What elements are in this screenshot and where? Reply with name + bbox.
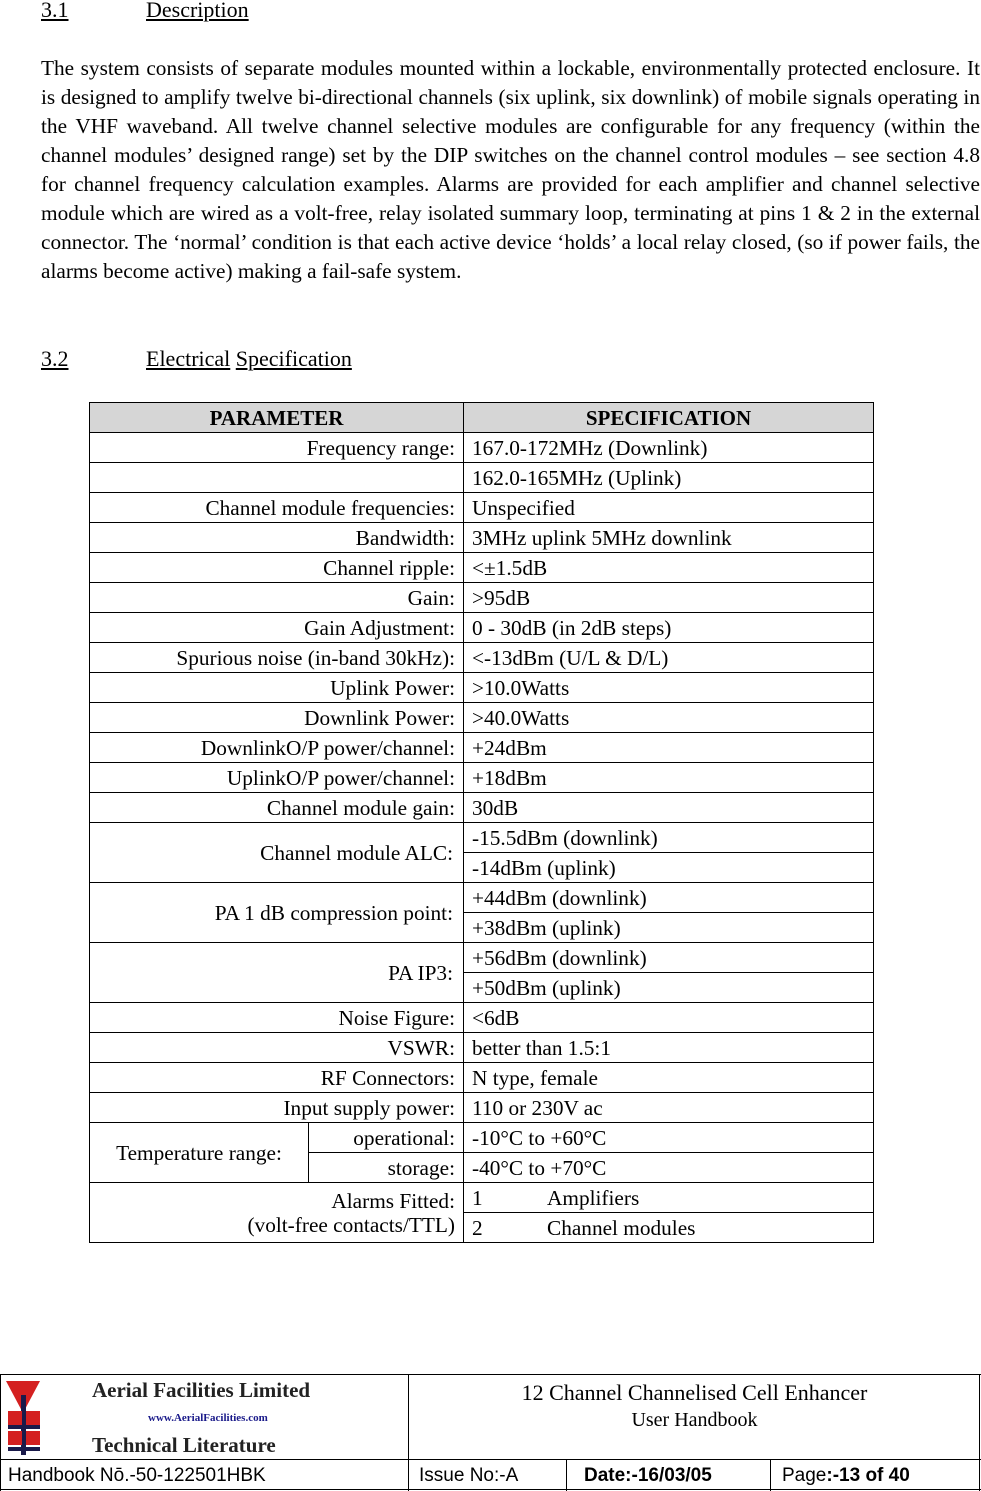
param-cell bbox=[90, 1183, 464, 1243]
spec-cell: +50dBm (uplink) bbox=[464, 973, 874, 1003]
param-cell: Channel module frequencies: bbox=[90, 493, 464, 523]
table-row bbox=[90, 1003, 874, 1033]
spec-cell: +24dBm bbox=[464, 733, 874, 763]
table-row bbox=[90, 1123, 874, 1153]
param-cell: PA 1 dB compression point: bbox=[90, 883, 464, 943]
param-cell: Frequency range: bbox=[90, 433, 464, 463]
table-row bbox=[90, 883, 874, 913]
param-cell: Bandwidth: bbox=[90, 523, 464, 553]
param-cell: PA IP3: bbox=[90, 943, 464, 1003]
param-cell: Gain Adjustment: bbox=[90, 613, 464, 643]
table-row bbox=[90, 943, 874, 973]
table-row bbox=[90, 733, 874, 763]
table-row bbox=[90, 1093, 874, 1123]
table-row bbox=[90, 493, 874, 523]
spec-cell: >40.0Watts bbox=[464, 703, 874, 733]
spec-cell: -40°C to +70°C bbox=[464, 1153, 874, 1183]
table-row bbox=[90, 703, 874, 733]
company-logo bbox=[0, 1375, 408, 1459]
param-subcell: storage: bbox=[309, 1153, 464, 1183]
issue-number: Issue No:-A bbox=[419, 1465, 519, 1486]
table-row bbox=[90, 583, 874, 613]
spec-cell: 0 - 30dB (in 2dB steps) bbox=[464, 613, 874, 643]
param-cell: DownlinkO/P power/channel: bbox=[90, 733, 464, 763]
section-title: Electrical Specification bbox=[146, 346, 352, 371]
spec-cell: <6dB bbox=[464, 1003, 874, 1033]
table-header-row bbox=[90, 403, 874, 433]
spec-cell: <-13dBm (U/L & D/L) bbox=[464, 643, 874, 673]
table-row bbox=[90, 523, 874, 553]
table-row bbox=[90, 823, 874, 853]
spec-cell: Unspecified bbox=[464, 493, 874, 523]
table-row bbox=[90, 1033, 874, 1063]
spec-cell: -10°C to +60°C bbox=[464, 1123, 874, 1153]
spec-cell: >10.0Watts bbox=[464, 673, 874, 703]
param-cell: Noise Figure: bbox=[90, 1003, 464, 1033]
electrical-spec-table bbox=[89, 402, 874, 1243]
spec-cell: <±1.5dB bbox=[464, 553, 874, 583]
table-row bbox=[90, 433, 874, 463]
param-cell: Input supply power: bbox=[90, 1093, 464, 1123]
param-cell: Channel ripple: bbox=[90, 553, 464, 583]
param-cell: UplinkO/P power/channel: bbox=[90, 763, 464, 793]
param-cell bbox=[90, 463, 464, 493]
table-row bbox=[90, 1183, 874, 1213]
param-cell: Gain: bbox=[90, 583, 464, 613]
spec-cell: +56dBm (downlink) bbox=[464, 943, 874, 973]
spec-cell: -14dBm (uplink) bbox=[464, 853, 874, 883]
description-paragraph: The system consists of separate modules mounted within a lockable, environmentally protected enclosure. It is designed to amplify twelve bi-directional channels (six uplink, six downlink) of mobile signals operating in the VHF waveband. All twelve channel selective modules are configurable for any frequency (within the channel modules’ designed range) set by the DIP switches on the channel control modules – see section 4.8 for channel frequency calculation examples. Alarms are provided for each amplifier and channel selective module which are wired as a volt-free, relay isolated summary loop, terminating at pins 1 & 2 in the external connector. The ‘normal’ condition is that each active device ‘holds’ a local relay closed, (so if power fails, the alarms become active) making a fail-safe system. bbox=[41, 56, 980, 283]
param-cell: Channel module ALC: bbox=[90, 823, 464, 883]
issue-date: Date:-16/03/05 bbox=[584, 1465, 712, 1486]
page-footer bbox=[0, 1374, 981, 1490]
spec-cell: 1 Amplifiers bbox=[464, 1183, 874, 1213]
section-number: 3.1 bbox=[41, 0, 69, 22]
param-cell: Uplink Power: bbox=[90, 673, 464, 703]
spec-cell: +44dBm (downlink) bbox=[464, 883, 874, 913]
document-title-block bbox=[408, 1375, 981, 1432]
spec-cell: -15.5dBm (downlink) bbox=[464, 823, 874, 853]
handbook-number: Handbook Nō.-50-122501HBK bbox=[8, 1465, 266, 1486]
logo-url: www.AerialFacilities.com bbox=[148, 1412, 268, 1424]
spec-cell: 30dB bbox=[464, 793, 874, 823]
spec-cell: +18dBm bbox=[464, 763, 874, 793]
table-row bbox=[90, 793, 874, 823]
logo-subtitle: Technical Literature bbox=[92, 1433, 276, 1457]
param-cell: Channel module gain: bbox=[90, 793, 464, 823]
spec-cell: +38dBm (uplink) bbox=[464, 913, 874, 943]
document-subtitle: User Handbook bbox=[631, 1409, 758, 1431]
logo-company-name: Aerial Facilities Limited bbox=[92, 1378, 311, 1402]
table-row bbox=[90, 673, 874, 703]
table-row bbox=[90, 1063, 874, 1093]
param-cell: RF Connectors: bbox=[90, 1063, 464, 1093]
param-cell: VSWR: bbox=[90, 1033, 464, 1063]
spec-cell: 167.0-172MHz (Downlink) bbox=[464, 433, 874, 463]
table-row bbox=[90, 613, 874, 643]
alarm-label: Alarms Fitted: bbox=[331, 1188, 455, 1213]
table-row bbox=[90, 643, 874, 673]
spec-cell: 162.0-165MHz (Uplink) bbox=[464, 463, 874, 493]
spec-cell: 2 Channel modules bbox=[464, 1213, 874, 1243]
header-parameter: PARAMETER bbox=[90, 403, 464, 433]
table-row bbox=[90, 463, 874, 493]
section-number: 3.2 bbox=[41, 346, 69, 371]
spec-cell: better than 1.5:1 bbox=[464, 1033, 874, 1063]
param-cell: Temperature range: bbox=[90, 1123, 309, 1183]
param-cell: Downlink Power: bbox=[90, 703, 464, 733]
table-row bbox=[90, 553, 874, 583]
page-number: Page:-13 of 40 bbox=[782, 1465, 910, 1486]
spec-cell: 3MHz uplink 5MHz downlink bbox=[464, 523, 874, 553]
table-row bbox=[90, 763, 874, 793]
spec-cell: >95dB bbox=[464, 583, 874, 613]
param-subcell: operational: bbox=[309, 1123, 464, 1153]
document-title: 12 Channel Channelised Cell Enhancer bbox=[521, 1380, 868, 1405]
afl-logo-icon bbox=[0, 1375, 408, 1459]
spec-cell: 110 or 230V ac bbox=[464, 1093, 874, 1123]
section-title: Description bbox=[146, 0, 249, 22]
spec-cell: N type, female bbox=[464, 1063, 874, 1093]
alarm-sublabel: (volt-free contacts/TTL) bbox=[247, 1212, 455, 1237]
param-cell: Spurious noise (in-band 30kHz): bbox=[90, 643, 464, 673]
header-specification: SPECIFICATION bbox=[464, 403, 874, 433]
